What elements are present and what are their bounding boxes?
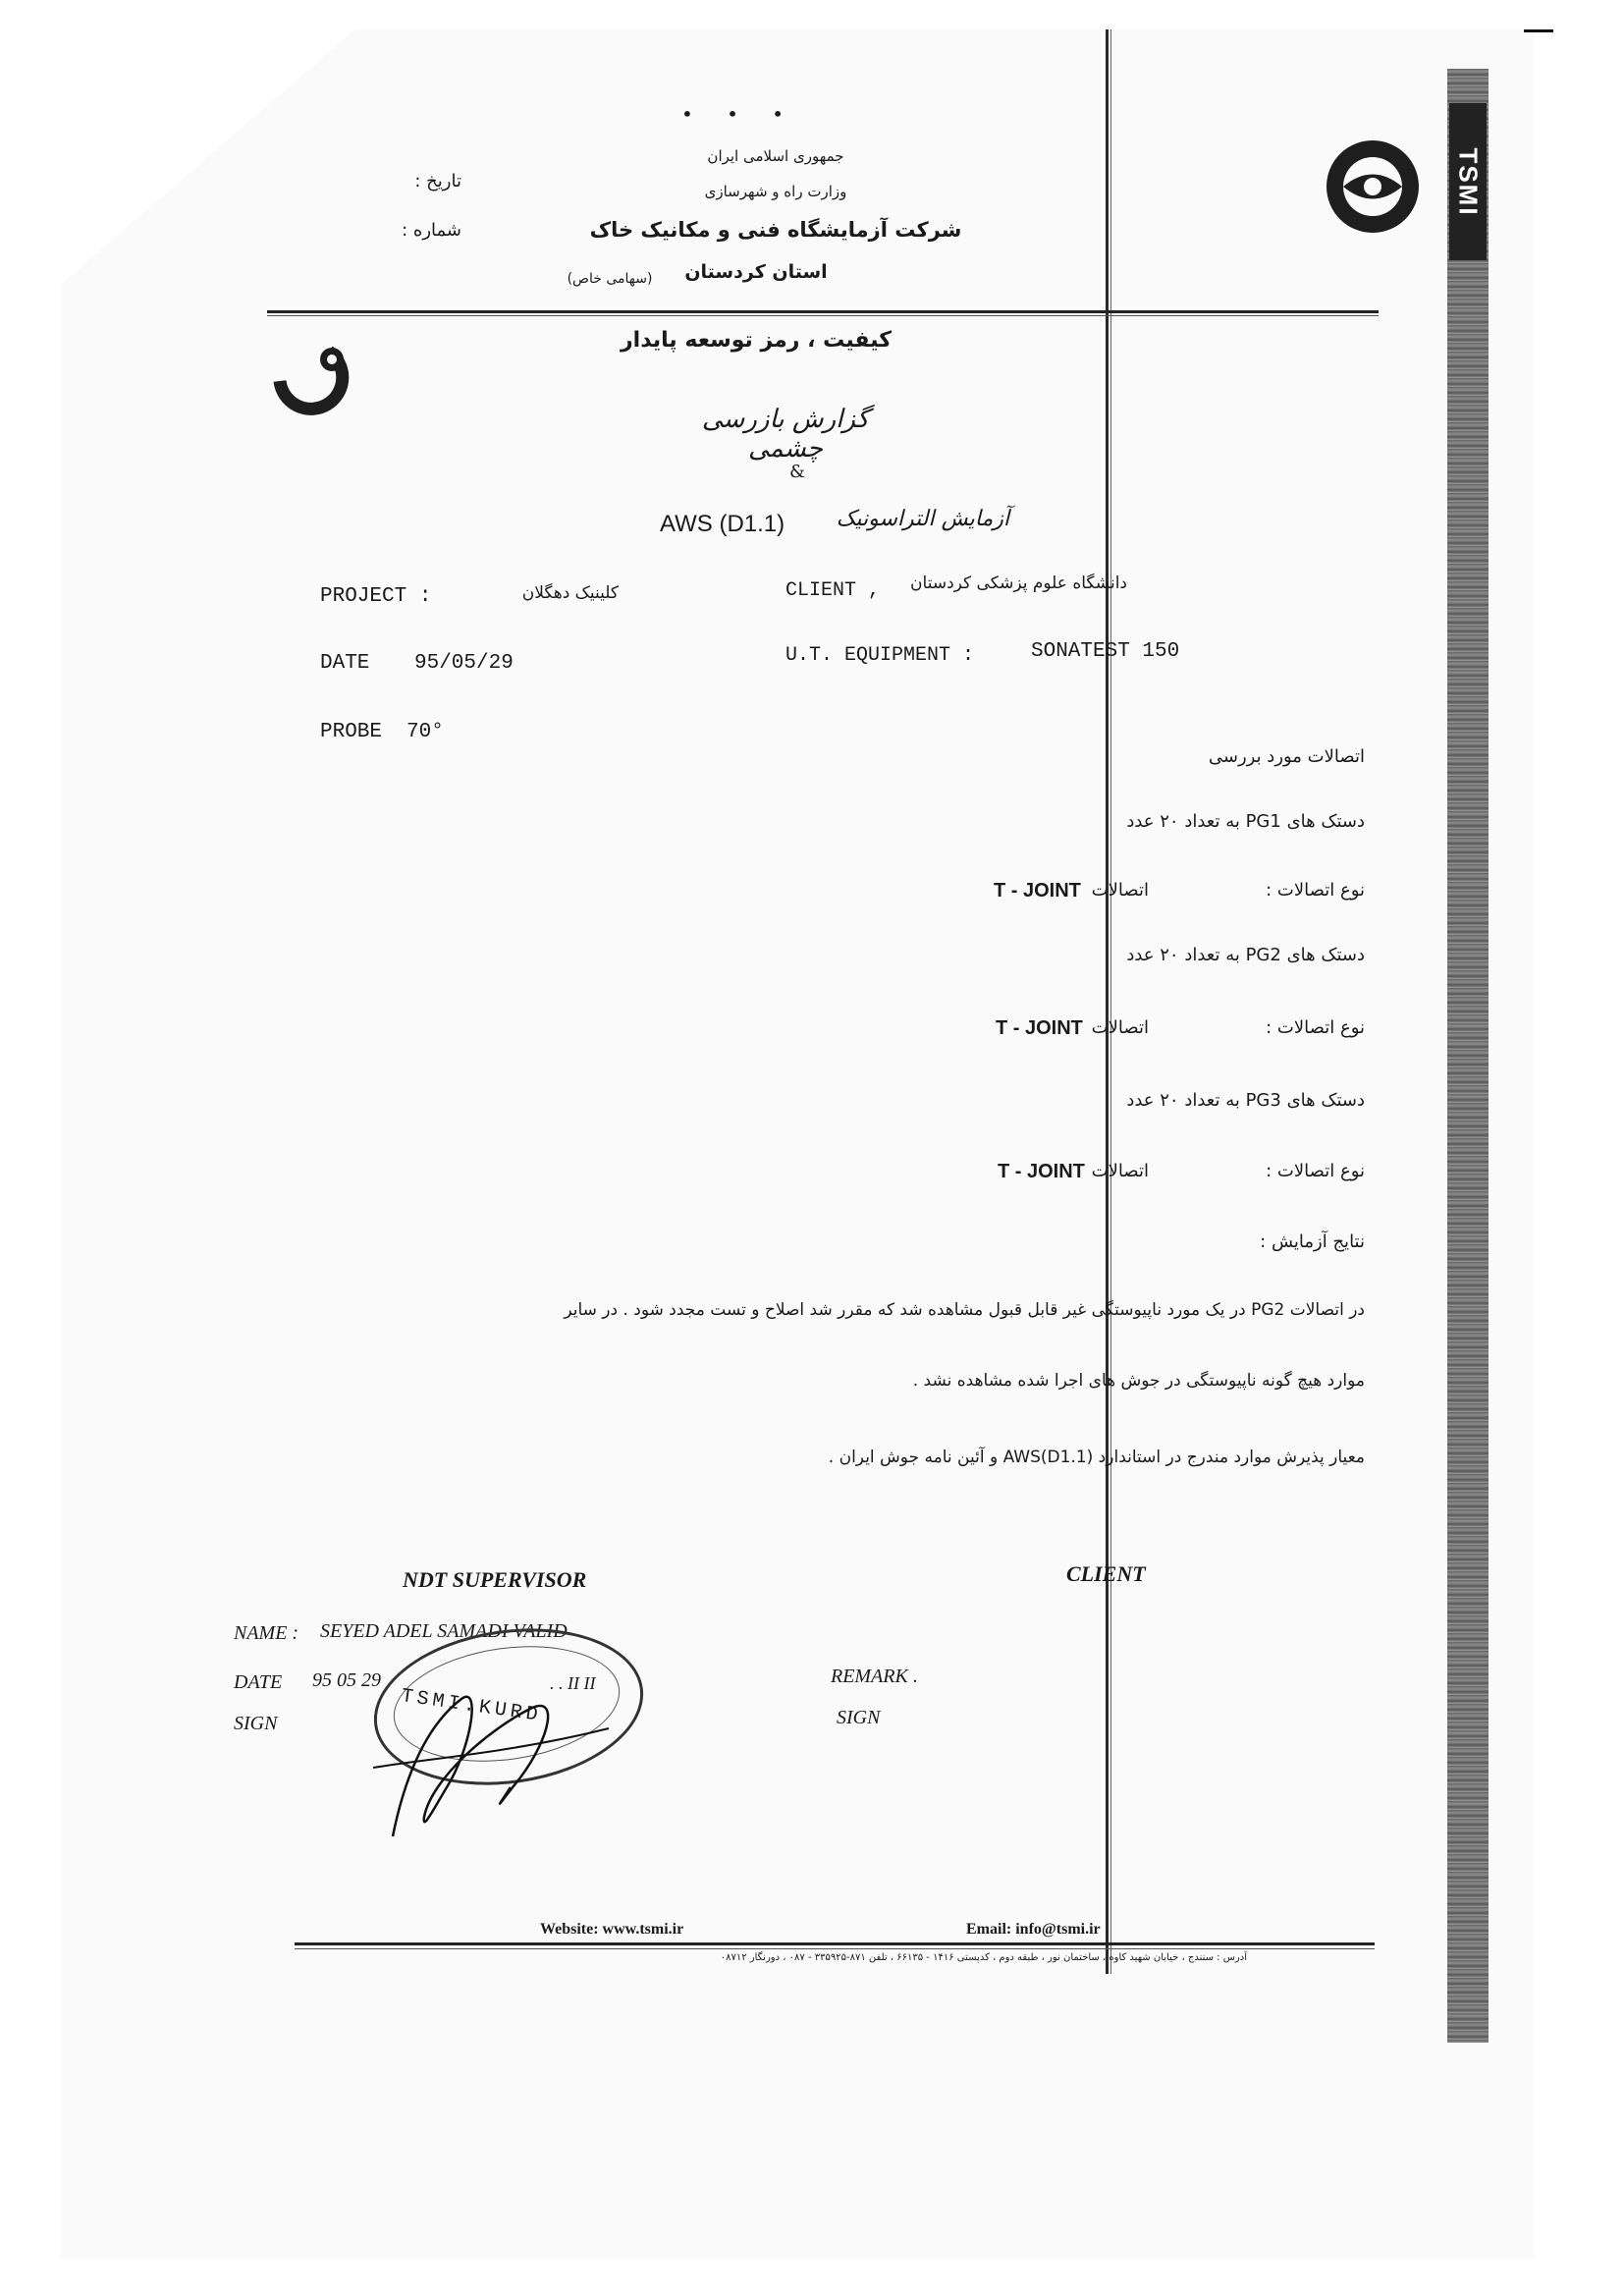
- signature-scribble-icon: [353, 1669, 648, 1846]
- equipment-value: SONATEST 150: [1031, 640, 1180, 663]
- footer-rule: [295, 1942, 1375, 1945]
- company-type: (سهامی خاص): [567, 271, 653, 287]
- motto: کیفیت ، رمز توسعه پایدار: [621, 328, 892, 353]
- folded-corner: [61, 29, 355, 285]
- connections-heading: اتصالات مورد بررسی: [1208, 746, 1365, 767]
- tsmi-logo-icon: [1324, 137, 1422, 236]
- pg2-type-word: اتصالات: [1091, 1017, 1149, 1038]
- report-ampersand: &: [789, 462, 806, 482]
- pg2-line: دستک های PG2 به تعداد ۲۰ عدد: [1126, 945, 1365, 965]
- result-paragraph-3: معیار پذیرش موارد مندرج در استاندارد AWS(D1.1) و آئین نامه جوش ایران .: [828, 1448, 1365, 1467]
- fold-line: [1106, 29, 1109, 1974]
- footer-website: Website: www.tsmi.ir: [540, 1921, 684, 1938]
- client-label: CLIENT ,: [785, 579, 881, 602]
- report-title-ultrasonic: آزمایش التراسونیک: [836, 507, 1009, 531]
- client-sign-heading: CLIENT: [1066, 1561, 1146, 1586]
- pg3-type-label: نوع اتصالات :: [1266, 1161, 1365, 1181]
- iso-logo-icon: [270, 342, 358, 420]
- pg1-type-word: اتصالات: [1091, 880, 1149, 901]
- name-value: SEYED ADEL SAMADI VALID: [320, 1620, 568, 1642]
- header-rule-thin: [267, 315, 1379, 316]
- tsmi-side-tag: [1449, 103, 1487, 260]
- sign-date-label: DATE: [234, 1671, 283, 1693]
- header-rule: [267, 310, 1379, 313]
- pg2-type-label: نوع اتصالات :: [1266, 1017, 1365, 1038]
- report-title-visual: گزارش بازرسی چشمی: [701, 405, 870, 464]
- date-field-value: 95/05/29: [414, 652, 514, 675]
- header-dots: • • •: [681, 102, 798, 126]
- result-paragraph-2: موارد هیچ گونه ناپیوستگی در جوش های اجرا شده مشاهده نشد .: [912, 1371, 1365, 1391]
- sign-label: SIGN: [234, 1713, 278, 1734]
- pg3-line: دستک های PG3 به تعداد ۲۰ عدد: [1126, 1090, 1365, 1111]
- project-value: کلینیک دهگلان: [521, 583, 619, 603]
- pg1-line: دستک های PG1 به تعداد ۲۰ عدد: [1126, 811, 1365, 832]
- number-label: شماره :: [402, 220, 461, 241]
- corner-mark: [1524, 29, 1553, 32]
- province-name: استان کردستان: [684, 261, 828, 283]
- fold-line-shadow: [1110, 29, 1111, 1974]
- results-heading: نتایج آزمایش :: [1260, 1231, 1365, 1252]
- date-field-label: DATE: [320, 652, 370, 675]
- footer-rule-thin: [295, 1948, 1375, 1949]
- pg1-type-label: نوع اتصالات :: [1266, 880, 1365, 901]
- sign-date-value: 95 05 29: [312, 1669, 381, 1691]
- scan-edge-strip: [1447, 69, 1489, 2043]
- date-label: تاریخ :: [414, 171, 461, 191]
- pg3-type-value: T - JOINT: [998, 1161, 1085, 1182]
- pg1-type-value: T - JOINT: [994, 880, 1081, 902]
- project-label: PROJECT :: [320, 585, 432, 608]
- footer-email: Email: info@tsmi.ir: [966, 1921, 1101, 1938]
- republic-name: جمهوری اسلامی ایران: [707, 147, 844, 165]
- equipment-label: U.T. EQUIPMENT :: [785, 644, 975, 667]
- footer-address: آدرس : سنندج ، خیابان شهید کاوه ، ساختمان نور ، طبقه دوم ، کدپستی ۱۴۱۶ - ۶۶۱۳۵ ، تلفن ۸۷۱-۳۳۵۹۲۵ - ۰۸۷ ، دورنگار ۰۸۷۱۲: [720, 1952, 1247, 1963]
- name-label: NAME :: [234, 1622, 299, 1644]
- probe-value: 70°: [406, 721, 444, 743]
- probe-label: PROBE: [320, 721, 383, 743]
- remark-label: REMARK .: [831, 1666, 918, 1687]
- pg2-type-value: T - JOINT: [996, 1017, 1083, 1039]
- result-paragraph-1: در اتصالات PG2 در یک مورد ناپیوستگی غیر قابل قبول مشاهده شد که مقرر شد اصلاح و تست مجدد شود . در سایر: [564, 1300, 1365, 1320]
- client-sign-label: SIGN: [837, 1707, 881, 1728]
- supervisor-heading: NDT SUPERVISOR: [403, 1567, 587, 1592]
- ministry-name: وزارت راه و شهرسازی: [704, 183, 847, 200]
- pg3-type-word: اتصالات: [1091, 1161, 1149, 1181]
- report-title-standard: AWS (D1.1): [660, 511, 785, 537]
- client-value: دانشگاه علوم پزشکی کردستان: [910, 574, 1127, 593]
- tsmi-side-text: TSMI: [1453, 146, 1484, 217]
- company-name: شرکت آزمایشگاه فنی و مکانیک خاک: [589, 218, 962, 242]
- sign-date-extra: . . II II: [550, 1673, 596, 1693]
- stamp-text: TSMI.KURD: [400, 1685, 543, 1727]
